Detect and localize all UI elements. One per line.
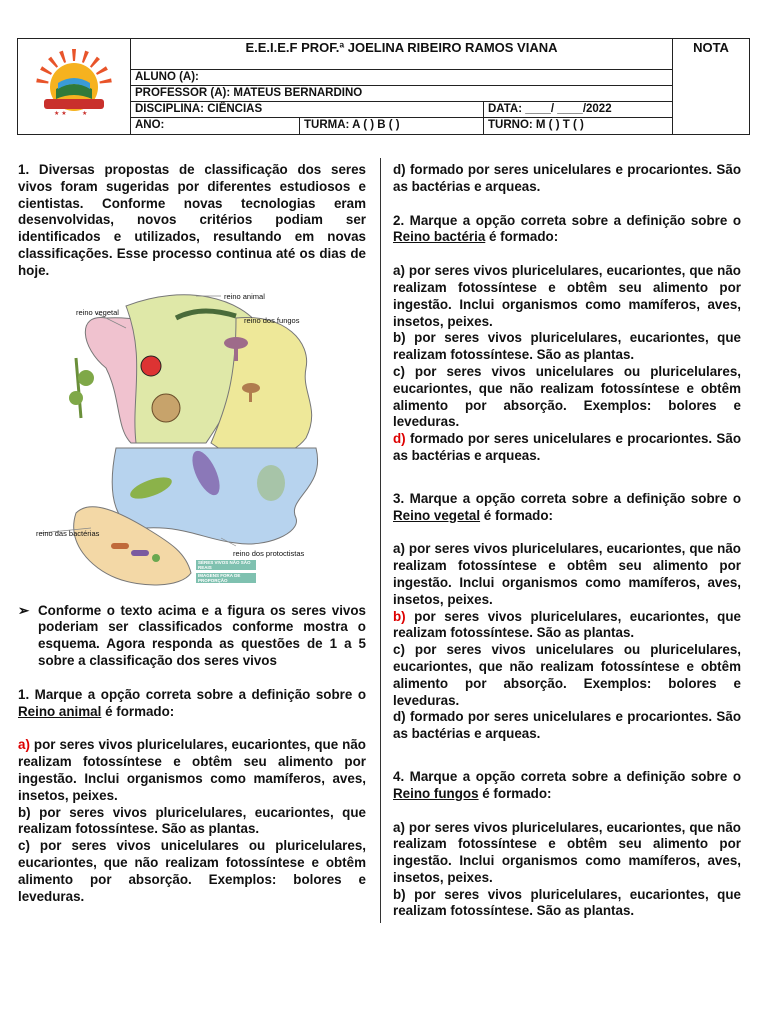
question-2	[393, 213, 741, 247]
grade-label: NOTA	[693, 40, 729, 55]
q2-option-d-text: formado por seres unicelulares e procariontes. São as bactérias e arqueas.	[393, 431, 741, 463]
q1-option-d-text: formado por seres unicelulares e procariontes. São as bactérias e arqueas.	[393, 162, 741, 194]
q3-option-d[interactable]	[393, 709, 741, 743]
turma-field[interactable]: TURMA: A ( ) B ( )	[299, 118, 483, 134]
svg-text:★ ★: ★ ★	[54, 110, 67, 117]
q3-option-c-text: por seres vivos unicelulares ou pluricelulares, eucariontes, que não realizam fotossíntese e obtêm alimento por absorção. Exemplos: bolores e leveduras.	[393, 642, 741, 708]
student-field[interactable]: ALUNO (A):	[135, 71, 199, 83]
legend-out-of-proportion: IMAGENS FORA DE PROPORÇÃO	[198, 572, 241, 583]
q3-option-c[interactable]	[393, 642, 741, 709]
q4-option-a-text: por seres vivos pluricelulares, eucariontes, que não realizam fotossíntese e obtêm seu alimento por ingestão. Inclui organismos como mamíferos, aves, insetos, peixes.	[393, 819, 741, 885]
q2-option-c-letter: c)	[393, 363, 405, 379]
label-reino-animal: reino animal	[224, 291, 265, 301]
q2-option-a[interactable]	[393, 263, 741, 330]
instruction-text: Conforme o texto acima e a figura os seres vivos poderiam ser classificados conforme mostra o esquema. Agora responda as questões de 1 a 5 sobre a classificação dos seres vivos	[38, 602, 366, 668]
q1-option-d[interactable]	[393, 162, 741, 196]
q3-option-b-letter: b)	[393, 608, 406, 624]
q2-option-d-letter: d)	[393, 431, 406, 447]
question-1-kingdom: Reino animal	[18, 703, 102, 719]
q2-option-d[interactable]	[393, 431, 741, 465]
discipline-row	[131, 102, 672, 118]
q1-option-b-text: por seres vivos pluricelulares, eucariontes, que realizam fotossíntese. São as plantas.	[18, 804, 366, 837]
label-reino-bacterias: reino das bactérias	[36, 528, 100, 538]
question-1-suffix: é formado:	[101, 703, 175, 719]
question-1	[18, 687, 366, 721]
school-name: E.E.I.E.F PROF.ª JOELINA RIBEIRO RAMOS VIANA	[245, 40, 558, 55]
q4-option-b-text: por seres vivos pluricelulares, eucariontes, que realizam fotossíntese. São as plantas.	[393, 886, 741, 919]
q1-option-d-letter: d)	[393, 162, 406, 177]
q1-option-a[interactable]	[18, 737, 366, 804]
question-4-suffix: é formado:	[478, 785, 552, 801]
q1-option-a-text: por seres vivos pluricelulares, eucariontes, que não realizam fotossíntese e obtêm seu alimento por ingestão. Inclui organismos como mamíferos, aves, insetos, peixes.	[18, 737, 366, 803]
turno-field[interactable]: TURNO: M ( ) T ( )	[483, 118, 672, 134]
year-field[interactable]: ANO:	[135, 119, 165, 131]
svg-text:★: ★	[82, 110, 88, 117]
student-row	[131, 70, 672, 86]
question-4-prefix: 4. Marque a opção correta sobre a definição sobre o	[393, 768, 741, 784]
discipline-label: DISCIPLINA: CIÊNCIAS	[135, 103, 263, 115]
teacher-label: PROFESSOR (A): MATEUS BERNARDINO	[135, 87, 363, 99]
question-2-kingdom: Reino bactéria	[393, 229, 486, 245]
question-3-suffix: é formado:	[480, 507, 553, 523]
legend-not-real: SÉRES VIVOS NÃO SÃO REAIS	[198, 559, 251, 570]
q1-option-c[interactable]	[18, 838, 366, 905]
q1-option-b[interactable]	[18, 805, 366, 839]
label-reino-protoctistas: reino dos protoctistas	[233, 548, 305, 558]
question-3-kingdom: Reino vegetal	[393, 507, 481, 523]
kingdoms-figure	[36, 288, 336, 593]
right-column	[393, 162, 741, 920]
question-3	[393, 491, 741, 525]
instruction-bullet	[18, 603, 366, 670]
q3-option-d-text: formado por seres unicelulares e procariontes. São as bactérias e arqueas.	[393, 709, 741, 742]
teacher-row	[131, 86, 672, 102]
q4-option-a-letter: a)	[393, 819, 405, 835]
class-row	[131, 118, 672, 134]
q4-option-b-letter: b)	[393, 886, 406, 902]
header-table	[17, 38, 750, 135]
label-reino-vegetal: reino vegetal	[76, 307, 119, 317]
intro-paragraph: 1. Diversas propostas de classificação dos seres vivos foram sugeridas por diferentes estudiosos e cientistas. Conforme novas tecnologias eram desenvolvidas, novos critérios podiam ser identificados e utilizados, resultando em novas classificações. Esse processo continua até os dias de hoje.	[18, 162, 366, 278]
q3-option-a-letter: a)	[393, 541, 405, 557]
left-column	[18, 162, 366, 905]
q1-option-a-letter: a)	[18, 737, 30, 753]
q2-option-b-text: por seres vivos pluricelulares, eucariontes, que realizam fotossíntese. São as plantas.	[393, 330, 741, 363]
q2-option-b[interactable]	[393, 330, 741, 364]
q3-option-b-text: por seres vivos pluricelulares, eucariontes, que realizam fotossíntese. São as plantas.	[393, 608, 741, 641]
label-reino-fungos: reino dos fungos	[244, 315, 300, 325]
school-logo	[18, 39, 131, 134]
q3-option-c-letter: c)	[393, 642, 405, 658]
q2-option-a-letter: a)	[393, 263, 405, 279]
q3-option-a[interactable]	[393, 541, 741, 608]
q1-option-b-letter: b)	[18, 804, 31, 820]
question-3-prefix: 3. Marque a opção correta sobre a definição sobre o	[393, 490, 741, 506]
column-divider	[380, 158, 381, 923]
question-4	[393, 769, 741, 803]
q3-option-a-text: por seres vivos pluricelulares, eucariontes, que não realizam fotossíntese e obtêm seu alimento por ingestão. Inclui organismos como mamíferos, aves, insetos, peixes.	[393, 541, 741, 607]
question-4-kingdom: Reino fungos	[393, 785, 479, 801]
question-1-prefix: 1. Marque a opção correta sobre a definição sobre o	[18, 686, 366, 702]
q2-option-b-letter: b)	[393, 330, 406, 346]
q4-option-b[interactable]	[393, 887, 741, 921]
grade-cell	[672, 39, 749, 134]
question-2-suffix: é formado:	[485, 229, 559, 245]
q2-option-c[interactable]	[393, 364, 741, 431]
q2-option-a-text: por seres vivos pluricelulares, eucariontes, que não realizam fotossíntese e obtêm seu alimento por ingestão. Inclui organismos como mamíferos, aves, insetos, peixes.	[393, 263, 741, 329]
q2-option-c-text: por seres vivos unicelulares ou pluricelulares, eucariontes, que não realizam fotossíntese e obtêm alimento por absorção. Exemplos: bolores e leveduras.	[393, 363, 741, 430]
q3-option-b[interactable]	[393, 609, 741, 643]
q3-option-d-letter: d)	[393, 709, 406, 725]
date-field[interactable]: DATA: ____/ ____/2022	[483, 102, 672, 117]
question-2-prefix: 2. Marque a opção correta sobre a definição sobre o	[393, 212, 741, 228]
school-title-row	[131, 39, 672, 70]
q1-option-c-text: por seres vivos unicelulares ou pluricelulares, eucariontes, que não realizam fotossíntese e obtêm alimento por absorção. Exemplos: bolores e leveduras.	[18, 838, 366, 904]
arrow-bullet-icon: ➢	[18, 602, 30, 618]
q1-option-c-letter: c)	[18, 838, 30, 854]
q4-option-a[interactable]	[393, 820, 741, 887]
